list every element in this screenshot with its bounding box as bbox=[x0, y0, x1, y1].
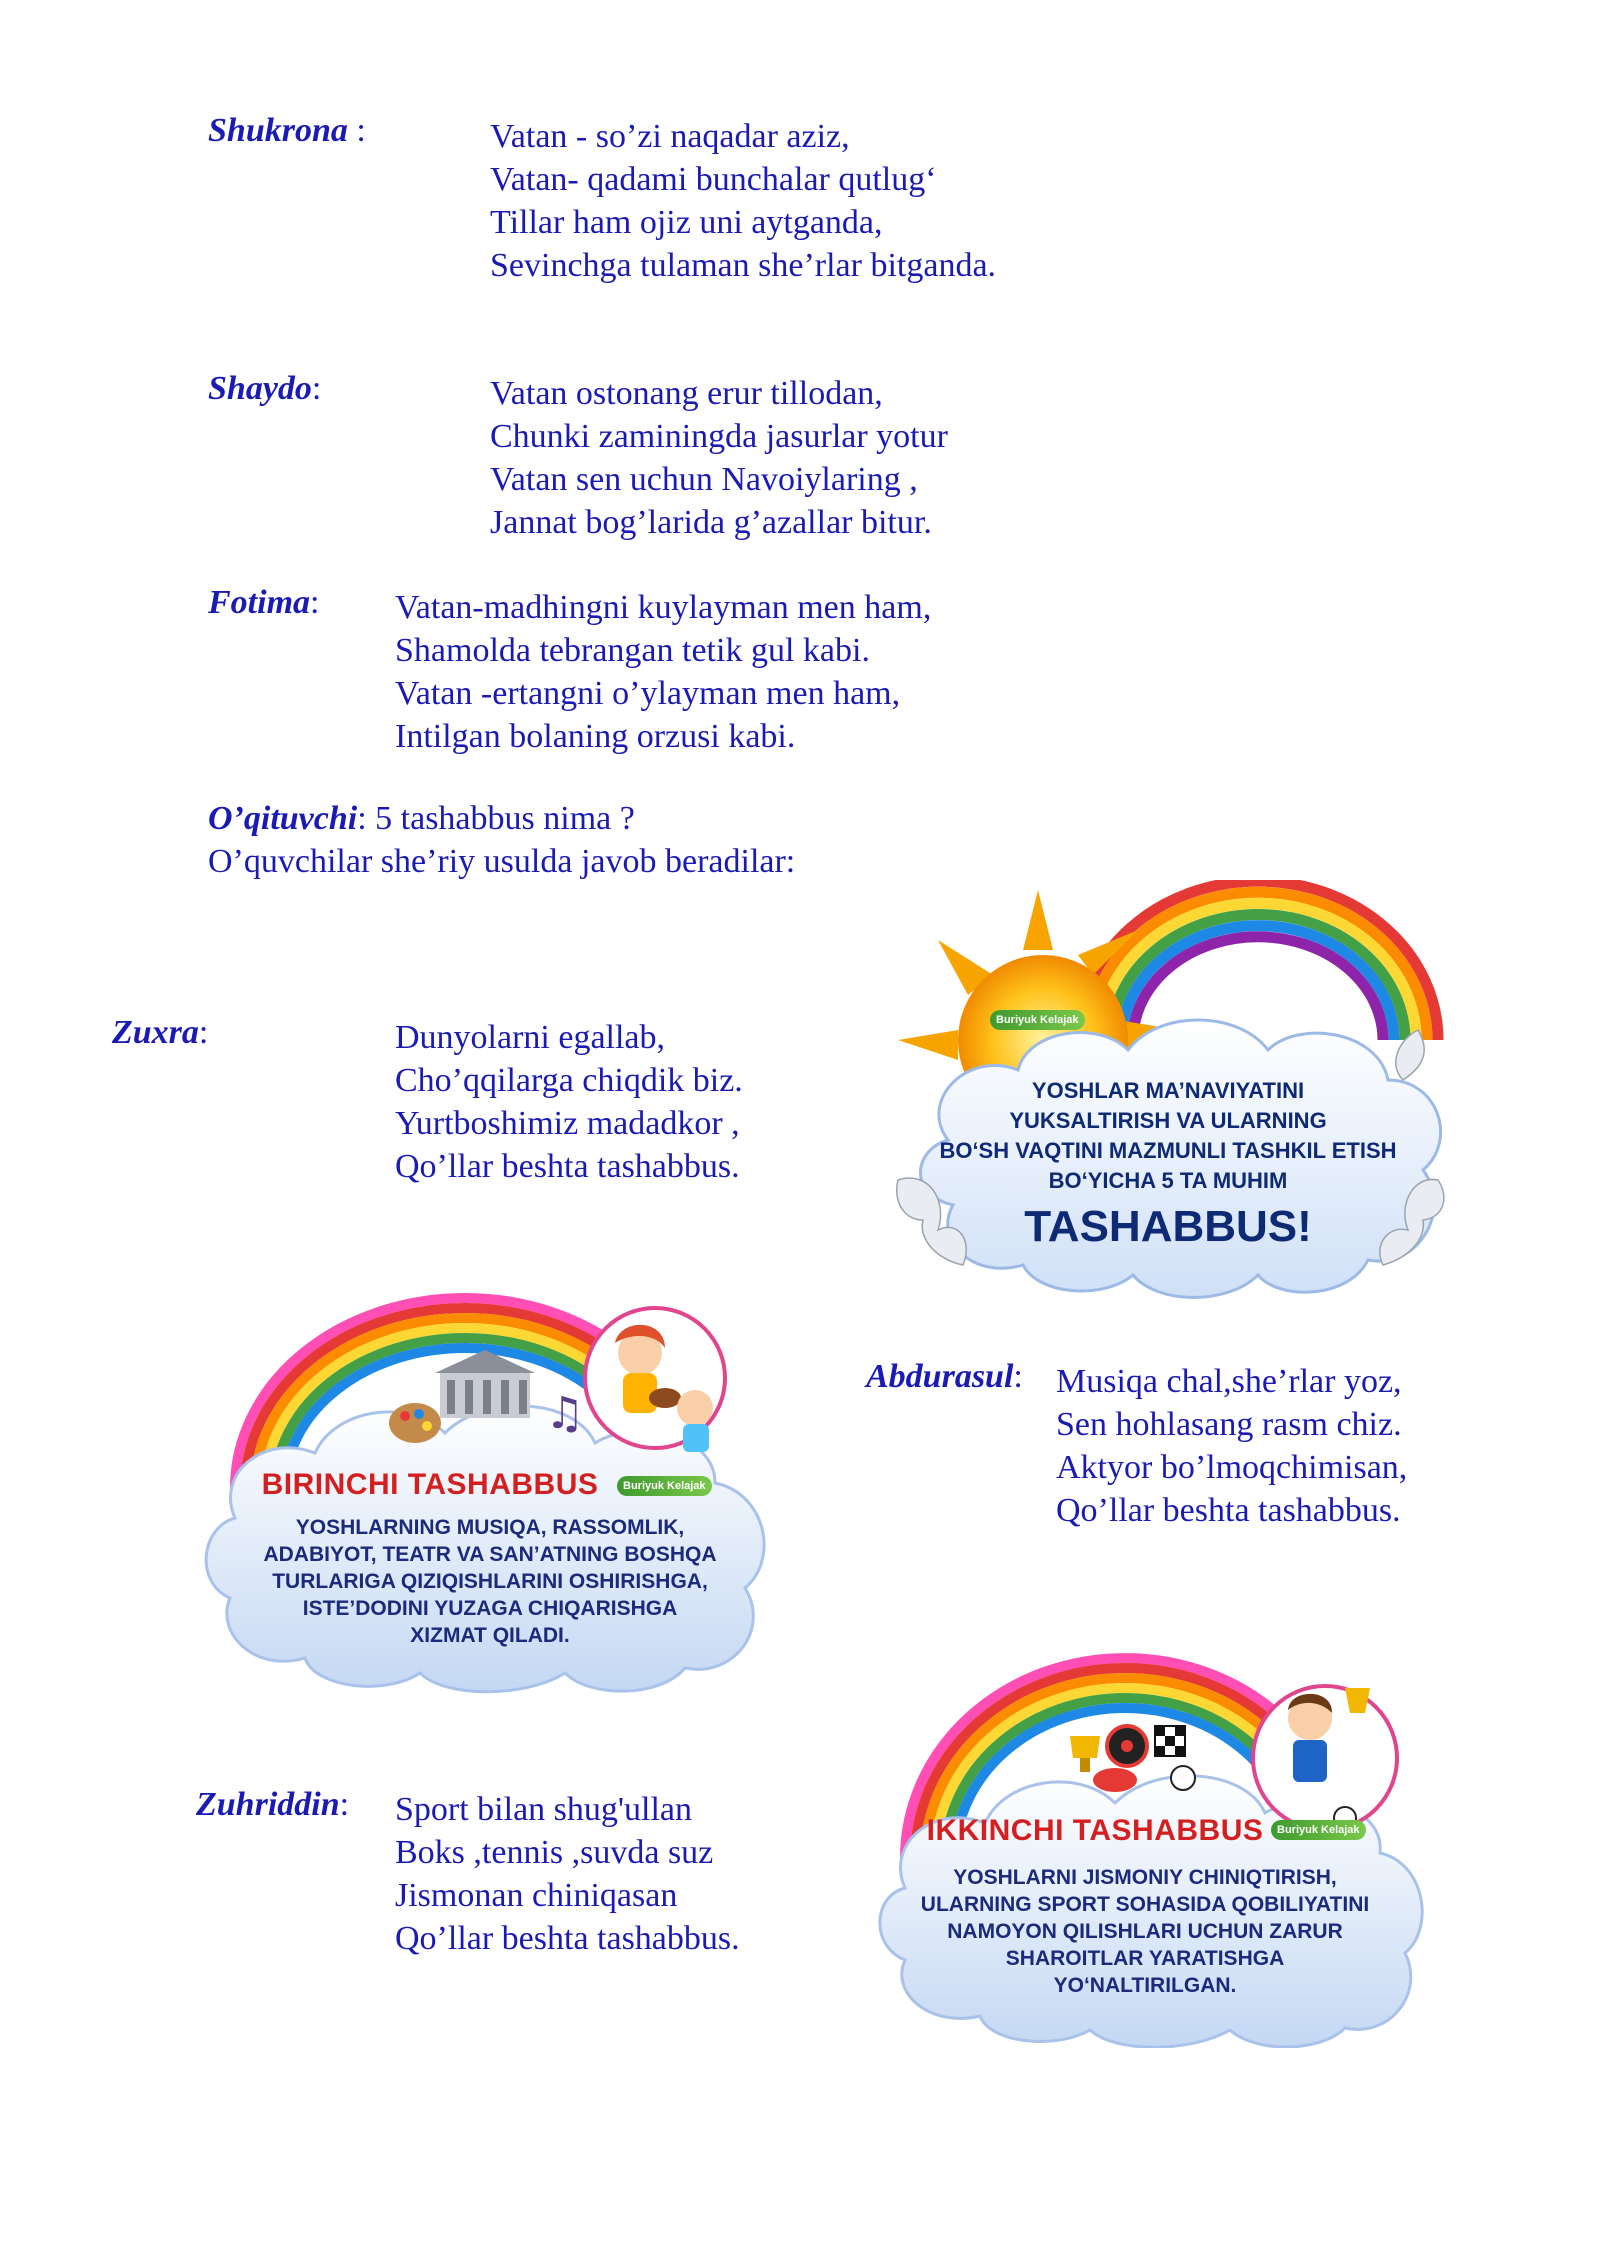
second-card-text bbox=[865, 1864, 1425, 1999]
first-card-text bbox=[195, 1514, 785, 1649]
verse-line: Qo’llar beshta tashabbus. bbox=[395, 1920, 740, 1957]
verse-line: Aktyor bo’lmoqchimisan, bbox=[1056, 1449, 1408, 1486]
verse-line: Jannat bog’larida g’azallar bitur. bbox=[490, 504, 932, 541]
verse-zuxra bbox=[395, 1016, 743, 1188]
card-line: ISTE’DODINI YUZAGA CHIQARISHGA bbox=[302, 1597, 678, 1620]
card-line: YOSHLARNING MUSIQA, RASSOMLIK, bbox=[295, 1516, 685, 1539]
verse-line: Sport bilan shug'ullan bbox=[395, 1791, 693, 1828]
verse-line: Jismonan chiniqasan bbox=[395, 1877, 678, 1914]
verse-line: Cho’qqilarga chiqdik biz. bbox=[395, 1062, 743, 1099]
verse-line: Dunyolarni egallab, bbox=[395, 1019, 666, 1056]
verse-shukrona bbox=[490, 115, 996, 287]
verse-line: Tillar ham ojiz uni aytganda, bbox=[490, 204, 883, 241]
teacher-note: O’quvchilar she’riy usulda javob beradilar: bbox=[208, 843, 796, 880]
card-line: SHAROITLAR YARATISHGA bbox=[1005, 1947, 1285, 1970]
card-line: ADABIYOT, TEATR VA SAN’ATNING BOSHQA bbox=[263, 1543, 717, 1566]
verse-line: Boks ,tennis ,suvda suz bbox=[395, 1834, 714, 1871]
verse-line: Vatan- qadami bunchalar qutlug‘ bbox=[490, 161, 937, 198]
verse-line: Yurtboshimiz madadkor , bbox=[395, 1105, 740, 1142]
speaker-fotima: Fotima: bbox=[208, 584, 320, 621]
speaker-zuxra: Zuxra: bbox=[112, 1014, 209, 1051]
verse-line: Qo’llar beshta tashabbus. bbox=[1056, 1492, 1401, 1529]
boy-trophy-icon bbox=[1253, 1686, 1397, 1830]
main-card-text bbox=[878, 1076, 1458, 1196]
rainbow-icon bbox=[1078, 881, 1438, 1040]
second-card-title: IKKINCHI TASHABBUS bbox=[926, 1814, 1264, 1847]
verse-line: Chunki zaminingda jasurlar yotur bbox=[490, 418, 948, 455]
card-line: TURLARIGA QIZIQISHLARINI OSHIRISHGA, bbox=[272, 1570, 708, 1593]
verse-line: Vatan sen uchun Navoiylaring , bbox=[490, 461, 918, 498]
palette-icon bbox=[389, 1403, 441, 1443]
verse-abdurasul bbox=[1056, 1360, 1407, 1532]
card-line: YOSHLARNI JISMONIY CHINIQTIRISH, bbox=[953, 1866, 1337, 1889]
main-initiative-card bbox=[878, 880, 1458, 1310]
speaker-shukrona: Shukrona : bbox=[208, 112, 366, 149]
speaker-shaydo: Shaydo: bbox=[208, 370, 322, 407]
verse-zuhriddin bbox=[395, 1788, 740, 1960]
second-initiative-card bbox=[865, 1618, 1425, 2048]
card-line: YOSHLAR MA’NAVIYATINI bbox=[1031, 1078, 1305, 1103]
children-musicians-icon bbox=[585, 1308, 725, 1452]
speaker-zuhriddin: Zuhriddin: bbox=[196, 1786, 350, 1823]
verse-line: Vatan - so’zi naqadar aziz, bbox=[490, 118, 850, 155]
card-line: ULARNING SPORT SOHASIDA QOBILIYATINI bbox=[920, 1893, 1370, 1916]
speaker-teacher: O’qituvchi bbox=[208, 800, 358, 837]
verse-line: Sevinchga tulaman she’rlar bitganda. bbox=[490, 247, 997, 284]
speaker-abdurasul: Abdurasul: bbox=[866, 1358, 1023, 1395]
verse-line: Vatan ostonang erur tillodan, bbox=[490, 375, 883, 412]
verse-line: Shamolda tebrangan tetik gul kabi. bbox=[395, 632, 870, 669]
first-initiative-card bbox=[195, 1268, 785, 1698]
card-line: NAMOYON QILISHLARI UCHUN ZARUR bbox=[947, 1920, 1343, 1943]
teacher-question bbox=[208, 800, 635, 838]
card-line: BO‘YICHA 5 TA MUHIM bbox=[1048, 1168, 1288, 1193]
card-line: YO‘NALTIRILGAN. bbox=[1053, 1974, 1237, 1997]
verse-line: Qo’llar beshta tashabbus. bbox=[395, 1148, 740, 1185]
verse-shaydo bbox=[490, 372, 948, 544]
sports-equipment-icon bbox=[1070, 1726, 1195, 1792]
verse-line: Musiqa chal,she’rlar yoz, bbox=[1056, 1363, 1402, 1400]
music-note-icon: ♫ bbox=[545, 1388, 585, 1439]
card-line: XIZMAT QILADI. bbox=[410, 1624, 570, 1647]
brand-logo: Buriyuk Kelajak bbox=[617, 1476, 712, 1496]
verse-line: Intilgan bolaning orzusi kabi. bbox=[395, 718, 796, 755]
verse-line: Vatan -ertangni o’ylayman men ham, bbox=[395, 675, 901, 712]
main-card-headline: TASHABBUS! bbox=[1024, 1202, 1312, 1251]
verse-fotima bbox=[395, 586, 931, 758]
card-line: YUKSALTIRISH VA ULARNING bbox=[1009, 1108, 1327, 1133]
card-line: BO‘SH VAQTINI MAZMUNLI TASHKIL ETISH bbox=[939, 1138, 1397, 1163]
theatre-icon bbox=[435, 1350, 535, 1418]
brand-logo: Buriyuk Kelajak bbox=[1271, 1820, 1366, 1840]
verse-line: Sen hohlasang rasm chiz. bbox=[1056, 1406, 1402, 1443]
brand-logo: Buriyuk Kelajak bbox=[990, 1010, 1085, 1030]
first-card-title: BIRINCHI TASHABBUS bbox=[261, 1468, 599, 1501]
verse-line: Vatan-madhingni kuylayman men ham, bbox=[395, 589, 932, 626]
question-text: : 5 tashabbus nima ? bbox=[357, 800, 635, 837]
